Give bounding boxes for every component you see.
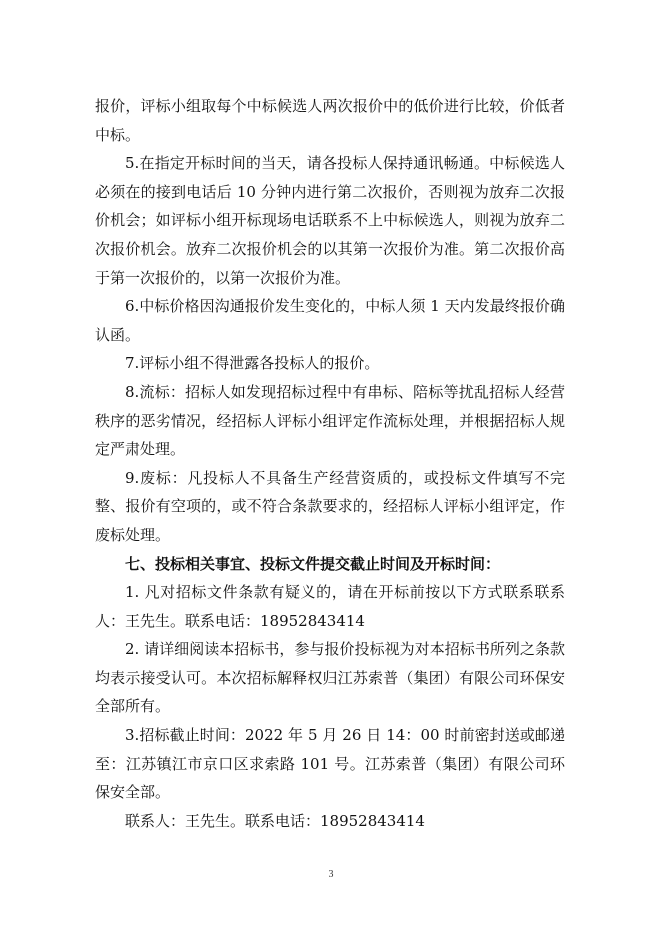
paragraph-contact-item-1: 1. 凡对招标文件条款有疑义的，请在开标前按以下方式联系联系人：王先生。联系电话：18952843414 — [95, 583, 565, 630]
document-body — [95, 92, 565, 835]
paragraph-continuation: 报价，评标小组取每个中标候选人两次报价中的低价进行比较，价低者中标。 — [95, 97, 565, 144]
section-heading-7: 七、投标相关事宜、投标文件提交截止时间及开标时间： — [125, 554, 501, 573]
paragraph-deadline-item-3: 3.招标截止时间：2022 年 5 月 26 日 14：00 时前密封送或邮递至：江苏镇江市京口区求索路 101 号。江苏索普（集团）有限公司环保安全部。 — [95, 726, 565, 802]
paragraph-contact-item-2: 2. 请详细阅读本招标书，参与报价投标视为对本招标书所列之条款均表示接受认可。本次招标解释权归江苏索普（集团）有限公司环保安全部所有。 — [95, 640, 565, 716]
paragraph-item-8: 8.流标：招标人如发现招标过程中有串标、陪标等扰乱招标人经营秩序的恶劣情况，经招标人评标小组评定作流标处理，并根据招标人规定严肃处理。 — [95, 382, 565, 459]
paragraph-item-5: 5.在指定开标时间的当天，请各投标人保持通讯畅通。中标候选人必须在的接到电话后 10 分钟内进行第二次报价，否则视为放弃二次报价机会；如评标小组开标现场电话联系不上中标候选人，则视为放弃二次报价机会。放弃二次报价机会的以其第一次报价为准。第二次报价高于第一次报价的，以第一次报价为准。 — [95, 154, 565, 287]
paragraph-contact-person: 联系人：王先生。联系电话：18952843414 — [125, 811, 425, 830]
paragraph-item-9: 9.废标：凡投标人不具备生产经营资质的，或投标文件填写不完整、报价有空项的，或不符合条款要求的，经招标人评标小组评定，作废标处理。 — [95, 468, 565, 544]
paragraph-item-6: 6.中标价格因沟通报价发生变化的，中标人须 1 天内发最终报价确认函。 — [95, 297, 565, 344]
page-number: 3 — [328, 869, 334, 880]
paragraph-item-7: 7.评标小组不得泄露各投标人的报价。 — [125, 354, 380, 373]
